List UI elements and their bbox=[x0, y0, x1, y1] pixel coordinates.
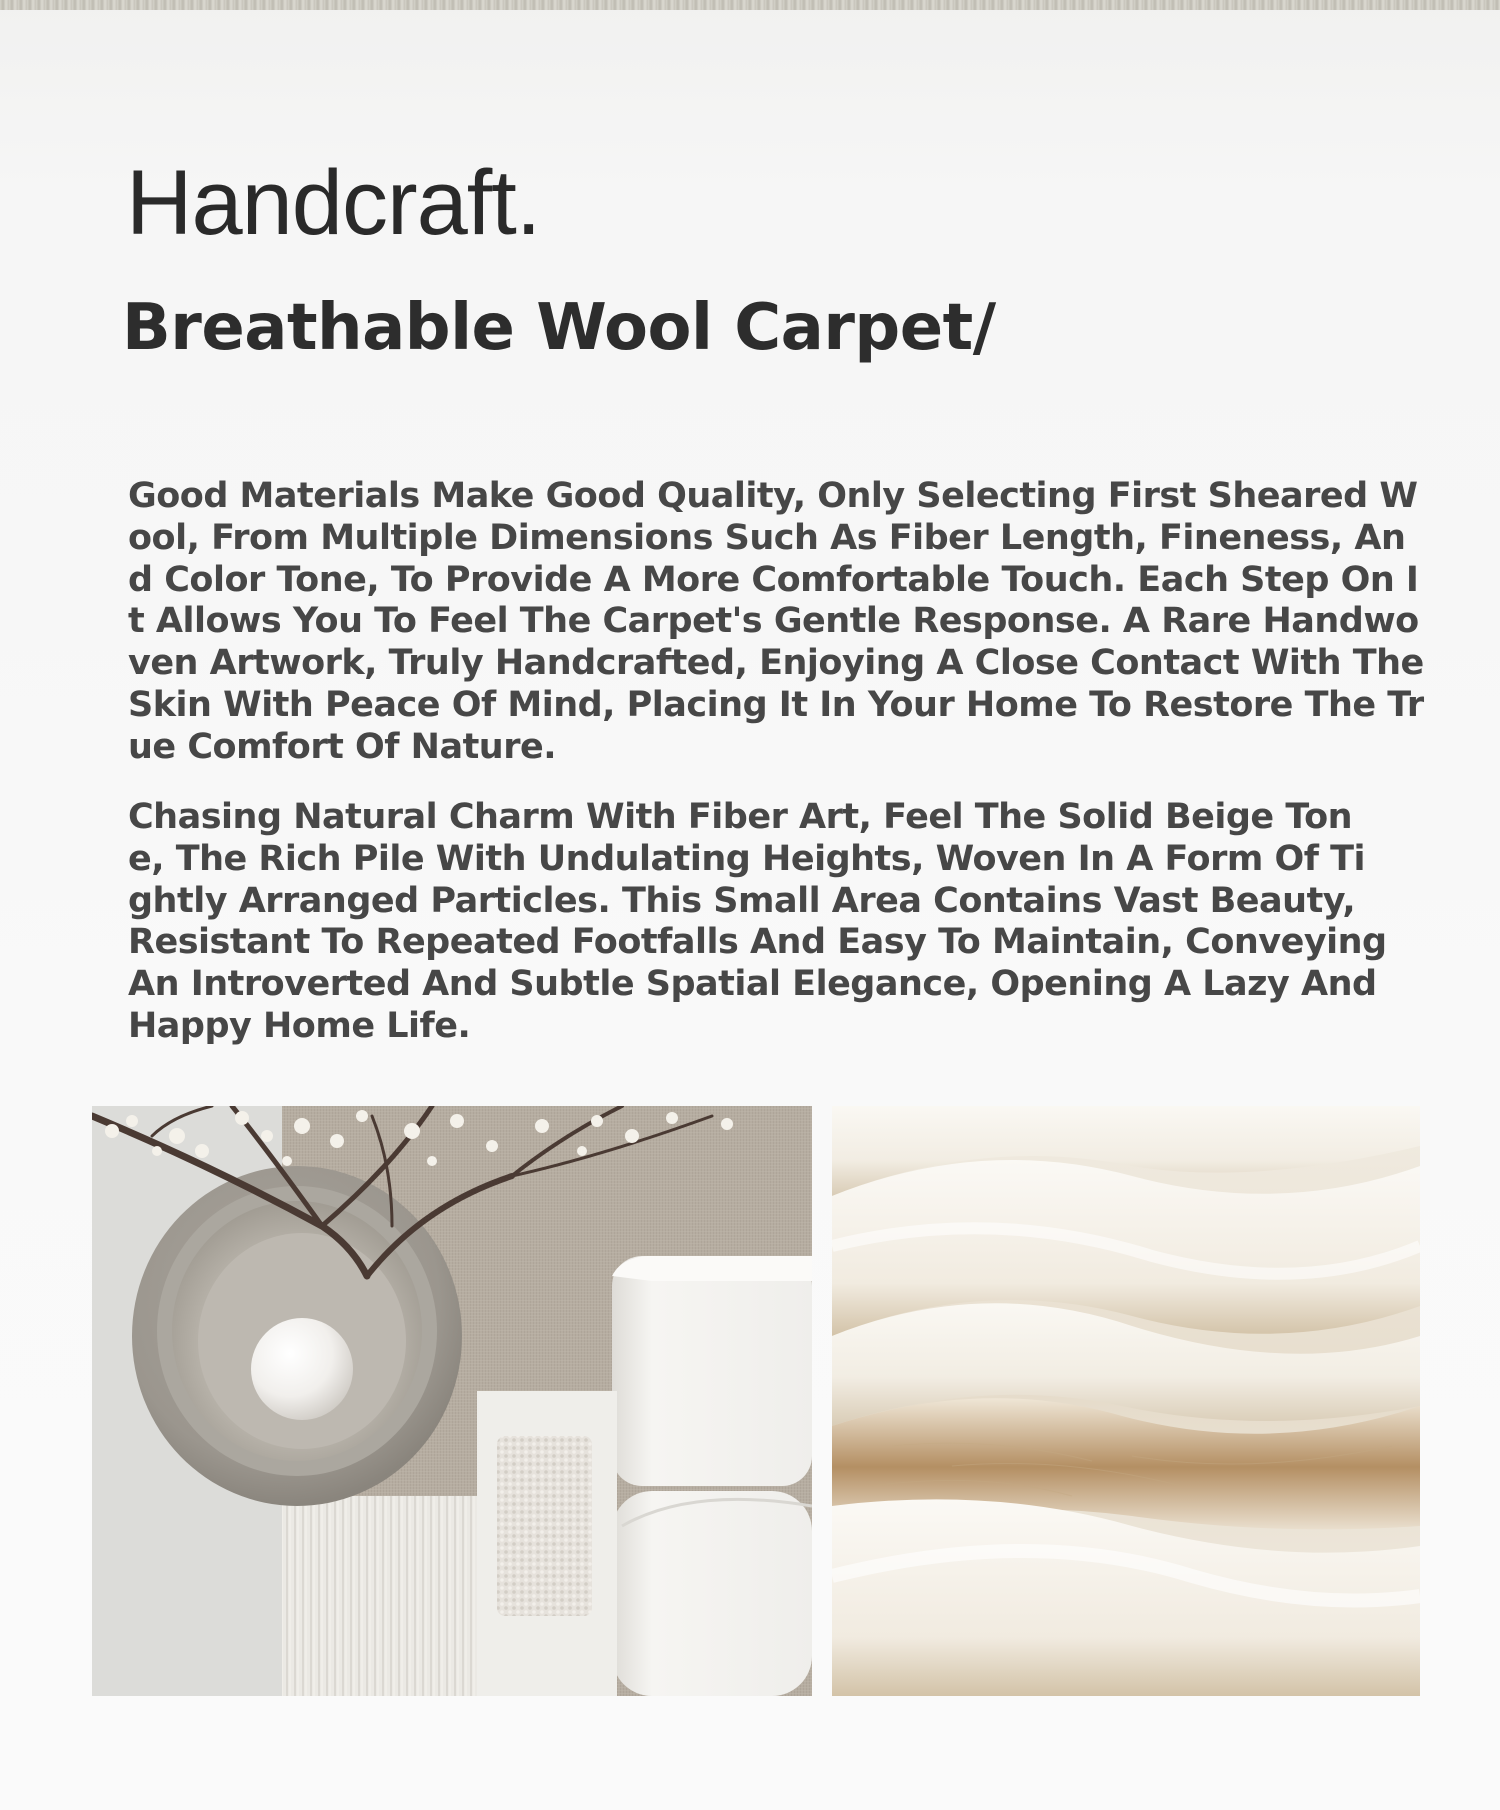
top-decorative-band bbox=[0, 0, 1500, 10]
body-paragraph-materials: Good Materials Make Good Quality, Only Selecting First Sheared Wool, From Multiple Dimensions Such As Fiber Length, Fineness, And Color Tone, To Provide A More Comfortable Touch. Each Step On It Allows You To Feel The Carpet's Gentle Response. A Rare Handwoven Artwork, Truly Handcrafted, Enjoying A Close Contact With The Skin With Peace Of Mind, Placing It In Your Home To Restore The True Comfort Of Nature. bbox=[128, 476, 1424, 767]
page-subtitle: Breathable Wool Carpet/ bbox=[122, 291, 996, 365]
body-paragraph-fiber-art: Chasing Natural Charm With Fiber Art, Feel The Solid Beige Tone, The Rich Pile With Undulating Heights, Woven In A Form Of Tightly Arranged Particles. This Small Area Contains Vast Beauty, Resistant To Repeated Footfalls And Easy To Maintain, Conveying An Introverted And Subtle Spatial Elegance, Opening A Lazy And Happy Home Life. bbox=[128, 797, 1387, 1046]
still-life-photo bbox=[92, 1106, 812, 1696]
wool-closeup-photo bbox=[832, 1106, 1420, 1696]
page-title: Handcraft. bbox=[126, 152, 541, 254]
